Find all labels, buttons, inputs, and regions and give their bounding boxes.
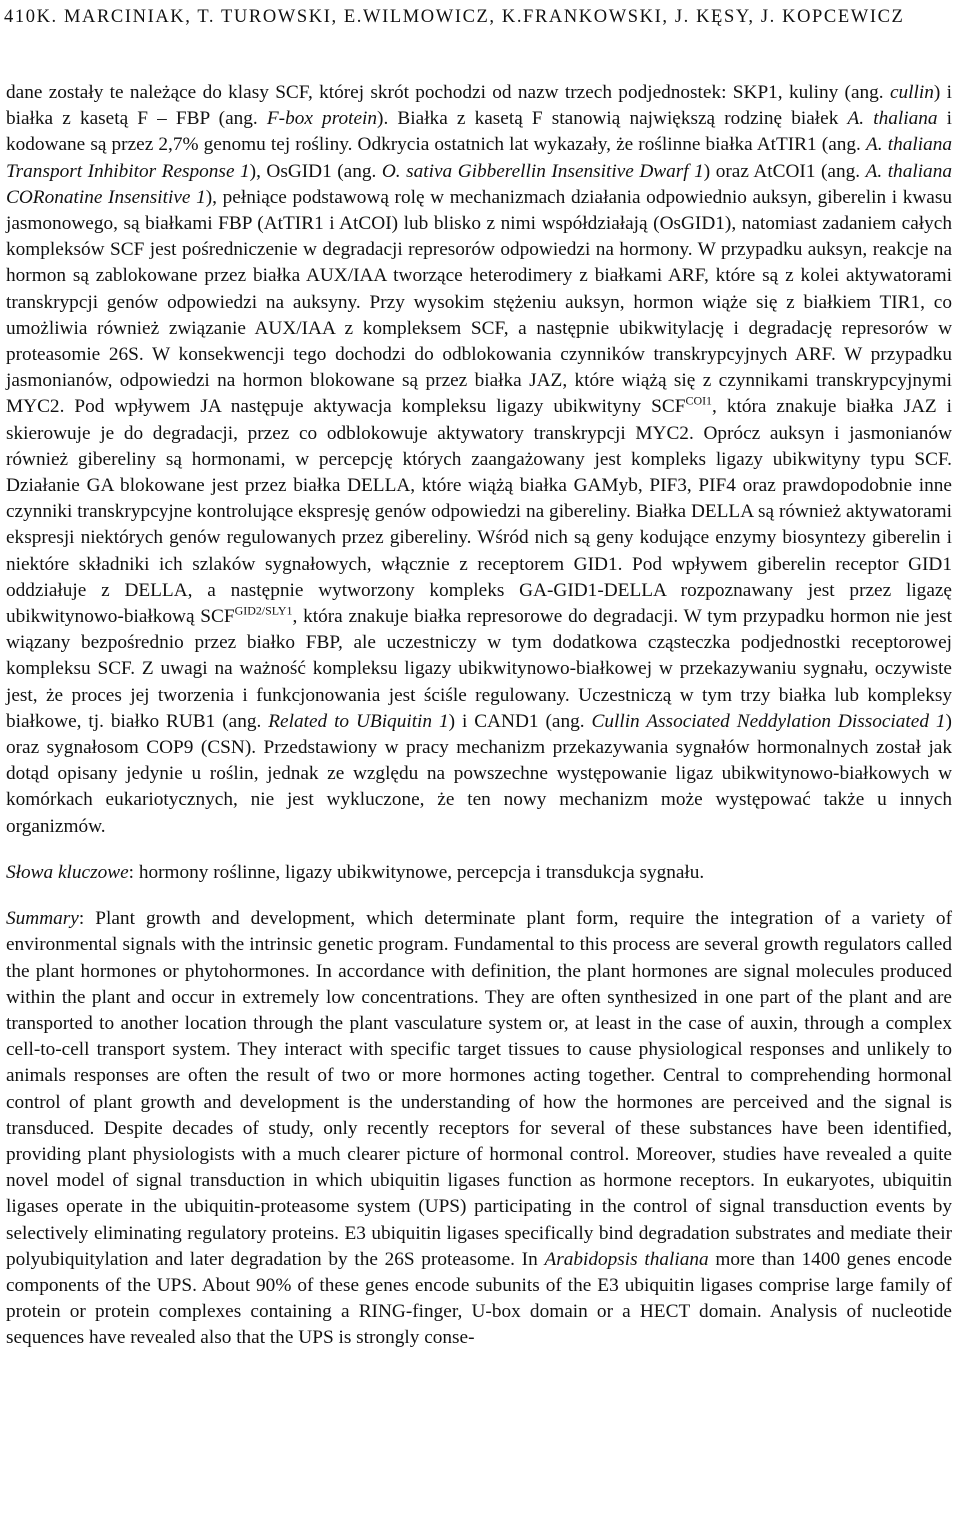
english-summary [6, 906, 952, 1351]
text-run: more than 1400 genes encode components of the UPS. About 90% of these genes encode subunits of the E3 ubiquitin ligases comprise large family of protein or protein complexes containing a RING-finger, U-box domain or a HECT domain. Analysis of nucleotide sequences have revealed also that the UPS is strongly conse- [6, 1248, 952, 1349]
running-head [4, 5, 904, 29]
text-run: i kodowane są przez 2,7% genomu tej rośliny. Odkrycia ostatnich lat wykazały, że roślinne białka AtTIR1 (ang. [6, 108, 952, 156]
italic-text: Summary [6, 908, 79, 930]
keywords-line [6, 860, 952, 886]
superscript-text: COI1 [685, 394, 713, 409]
italic-text: O. sativa Gibberellin Insensitive Dwarf 1 [381, 160, 704, 182]
text-run: : Plant growth and development, which determinate plant form, require the integration of a variety of environmental signals with the intrinsic genetic program. Fundamental to this process are several growth regulators called the plant hormones or phytohormones. In accordance with definition, the plant hormones are signal molecules produced within the plant and occur in extremely low concentrations. They are often synthesized in one part of the plant and are transported to another location through the plant vasculature system or, at least in the case of auxin, through a complex cell-to-cell transport system. They interact with specific target tissues to cause physiological responses and unlikely to animals responses are often the result of two or more hormones acting together. Central to comprehending hormonal control of plant growth and development is the understanding of how the hormones are perceived and the signal is transduced. Despite decades of study, only recently receptors for several of these substances have been identified, providing plant physiologists with a much clearer picture of hormonal control. Moreover, studies have revealed a quite novel model of signal transduction in which ubiquitin ligases function as hormone receptors. In eukaryotes, ubiquitin ligases operate in the ubiquitin-proteasome system (UPS) participating in the control of signal transduction events by selectively eliminating regulatory proteins. E3 ubiquitin ligases specifically bind degradation substrates and mediate their polyubiquitylation and later degradation by the 26S proteasome. In [6, 908, 952, 1270]
polish-abstract [6, 80, 952, 840]
text-run: ), OsGID1 (ang. [249, 160, 382, 182]
text-run: dane zostały te należące do klasy SCF, której skrót pochodzi od nazw trzech podjednostek: SKP1, kuliny (ang. [6, 82, 890, 103]
text-run: , która znakuje białka JAZ i skierowuje je do degradacji, przez co odblokowuje aktywatory transkrypcji MYC2. Oprócz auksyn i jasmonianów również gibereliny są hormonami, w percepcję których zaangażowany jest kompleks ligazy ubikwityny typu SCF. Działanie GA blokowane jest przez białka DELLA, które wiążą białka GAMyb, PIF3, PIF4 oraz prawdopodobnie inne czynniki transkrypcyjne kontrolujące ekspresję genów odpowiedzi na gibereliny. Białka DELLA są również aktywatorami ekspresji niektórych genów regulowanych przez gibereliny. Wśród nich są geny kodujące enzymy biosyntezy giberelin i niektóre składniki ich szlaków sygnałowych, włącznie z receptorem GID1. Pod wpływem giberelin receptor GID1 oddziałuje z DELLA, a następnie wytworzony kompleks GA-GID1-DELLA rozpoznawany jest przez ligazę ubikwitynowo-białkową SCF [6, 396, 952, 628]
text-run: ). Białka z kasetą F stanowią największą rodzinę białek [377, 108, 848, 130]
text-run: ) oraz sygnałosom COP9 (CSN). Przedstawiony w pracy mechanizm przekazywania sygnałów hormonalnych został jak dotąd opisany jedynie u roślin, jednak ze względu na powszechne występowanie ligaz ubikwitynowo-białkowych w komórkach eukariotycznych, nie jest wykluczone, że ten nowy mechanizm może występować także u innych organizmów. [6, 710, 952, 837]
italic-text: Arabidopsis thaliana [544, 1248, 709, 1270]
italic-text: A. thaliana [847, 108, 938, 130]
text-run: ) i białka z kasetą F – FBP (ang. [6, 82, 952, 130]
text-run: ) i CAND1 (ang. [448, 710, 592, 732]
keywords-label: Słowa kluczowe [6, 861, 129, 883]
italic-text: A. thaliana Transport Inhibitor Response 1 [6, 134, 952, 182]
page-number: 410 [4, 7, 37, 27]
italic-text: Related to UBiquitin 1 [268, 710, 449, 732]
author-list: K. MARCINIAK, T. TUROWSKI, E.WILMOWICZ, K.FRANKOWSKI, J. KĘSY, J. KOPCEWICZ [36, 7, 905, 27]
italic-text: F-box protein [266, 108, 378, 130]
article-body [6, 80, 952, 1352]
italic-text: A. thaliana CORonatine Insensitive 1 [6, 160, 952, 208]
italic-text: cullin [889, 82, 934, 103]
text-run: , która znakuje białka represorowe do degradacji. W tym przypadku hormon nie jest wiązany bezpośrednio przez białko FBP, ale uczestniczy w tym dodatkowa cząsteczka podjednostki receptorowej kompleksu SCF. Z uwagi na ważność kompleksu ligazy ubikwitynowo-białkowej w przekazywaniu sygnału, oczywiste jest, że proces jej tworzenia i funkcjonowania jest ściśle regulowany. Uczestniczą w tym trzy białka lub kompleksy białkowe, tj. białko RUB1 (ang. [6, 606, 952, 732]
italic-text: Cullin Associated Neddylation Dissociated 1 [591, 710, 946, 732]
keywords-text: : hormony roślinne, ligazy ubikwitynowe, percepcja i transdukcja sygnału. [128, 861, 705, 883]
text-run: ), pełniące podstawową rolę w mechanizmach działania odpowiednio auksyn, giberelin i kwasu jasmonowego, są białkami FBP (AtTIR1 i AtCOI) lub blisko z nimi współdziałają (OsGID1), natomiast zadaniem całych kompleksów SCF jest pośredniczenie w degradacji represorów odpowiedzi na hormony. W przypadku auksyn, reakcje na hormon są zablokowane przez białka AUX/IAA tworzące heterodimery z białkami ARF, które są z kolei aktywatorami transkrypcji genów odpowiedzi na auksyny. Przy wysokim stężeniu auksyn, hormon wiąże się z białkiem TIR1, co umożliwia również związanie AUX/IAA z kompleksem SCF, a następnie ubikwitylację i degradację represorów w proteasomie 26S. W konsekwencji tego dochodzi do odblokowania czynników transkrypcyjnych ARF. W przypadku jasmonianów, odpowiedzi na hormon blokowane są przez białka JAZ, które wiążą się z czynnikami transkrypcyjnymi MYC2. Pod wpływem JA następuje aktywacja kompleksu ligazy ubikwityny SCF [6, 186, 952, 418]
text-run: ) oraz AtCOI1 (ang. [703, 160, 866, 182]
superscript-text: GID2/SLY1 [234, 603, 293, 618]
